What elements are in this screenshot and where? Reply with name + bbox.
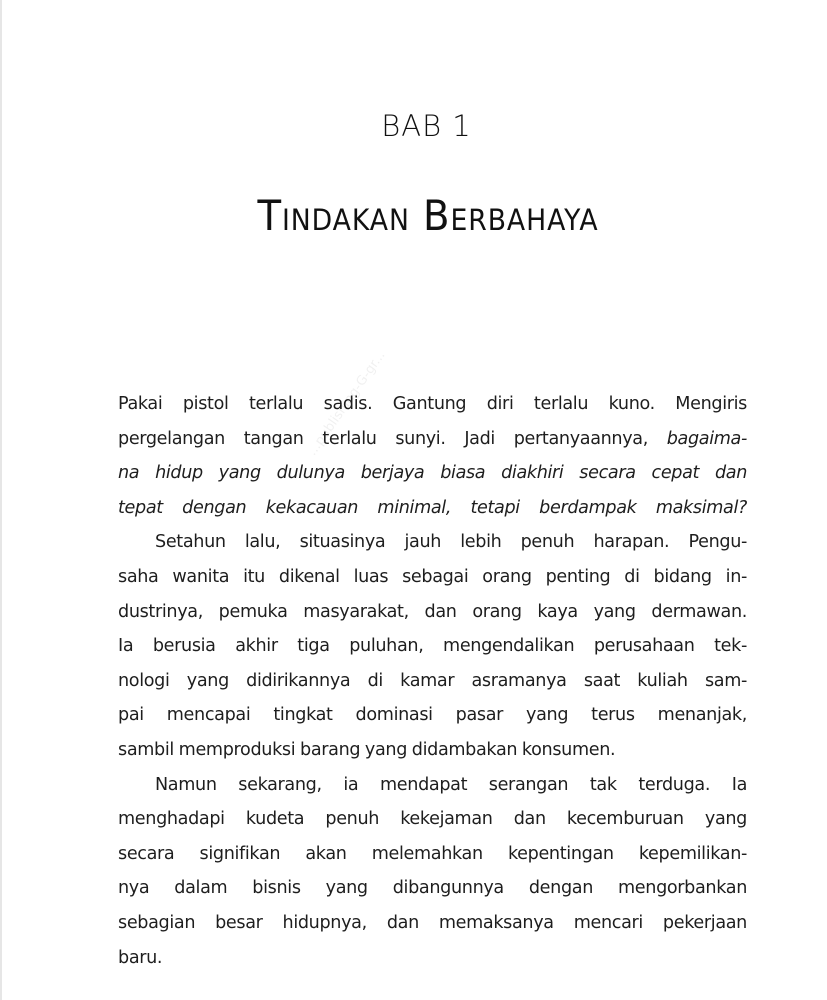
text-line: tepat dengan kekacauan minimal, tetapi berdampak maksimal?	[118, 497, 747, 518]
watermark: ...publishing-G-gr...	[305, 348, 389, 459]
text-line: na hidup yang dulunya berjaya biasa diakhiri secara cepat dan	[118, 463, 747, 484]
paragraph-2	[118, 525, 747, 767]
chapter-number: BAB 1	[381, 109, 472, 143]
chapter-title: Tindakan Berbahaya	[257, 191, 599, 241]
text-line: pai mencapai tingkat dominasi pasar yang terus menanjak,	[118, 705, 747, 726]
text-line: menghadapi kudeta penuh kekejaman dan kecemburuan yang	[118, 809, 747, 830]
text-line: Setahun lalu, situasinya jauh lebih penuh harapan. Pengu-	[155, 532, 747, 553]
text-line: Ia berusia akhir tiga puluhan, mengendalikan perusahaan tek-	[118, 636, 747, 657]
text-line: sebagian besar hidupnya, dan memaksanya mencari pekerjaan	[118, 912, 747, 933]
text-line: secara signifikan akan melemahkan kepentingan kepemilikan-	[118, 843, 747, 864]
text-line: dustrinya, pemuka masyarakat, dan orang kaya yang dermawan.	[118, 601, 747, 622]
text-line: nologi yang didirikannya di kamar asramanya saat kuliah sam-	[118, 670, 747, 691]
paragraph-1	[118, 387, 747, 525]
page-edge-divider	[0, 0, 2, 1000]
text-line: sambil memproduksi barang yang didambakan konsumen.	[118, 739, 616, 760]
text-line: Pakai pistol terlalu sadis. Gantung diri terlalu kuno. Mengiris	[118, 394, 747, 414]
text-line: saha wanita itu dikenal luas sebagai orang penting di bidang in-	[118, 566, 747, 587]
text-line: pergelangan tangan terlalu sunyi. Jadi pertanyaannya, bagaima-	[118, 428, 747, 449]
text-line: nya dalam bisnis yang dibangunnya dengan mengorbankan	[118, 878, 747, 899]
paragraph-3	[118, 768, 747, 976]
text-line: baru.	[118, 947, 163, 968]
text-line: Namun sekarang, ia mendapat serangan tak terduga. Ia	[155, 774, 747, 795]
chapter-body	[118, 387, 747, 975]
